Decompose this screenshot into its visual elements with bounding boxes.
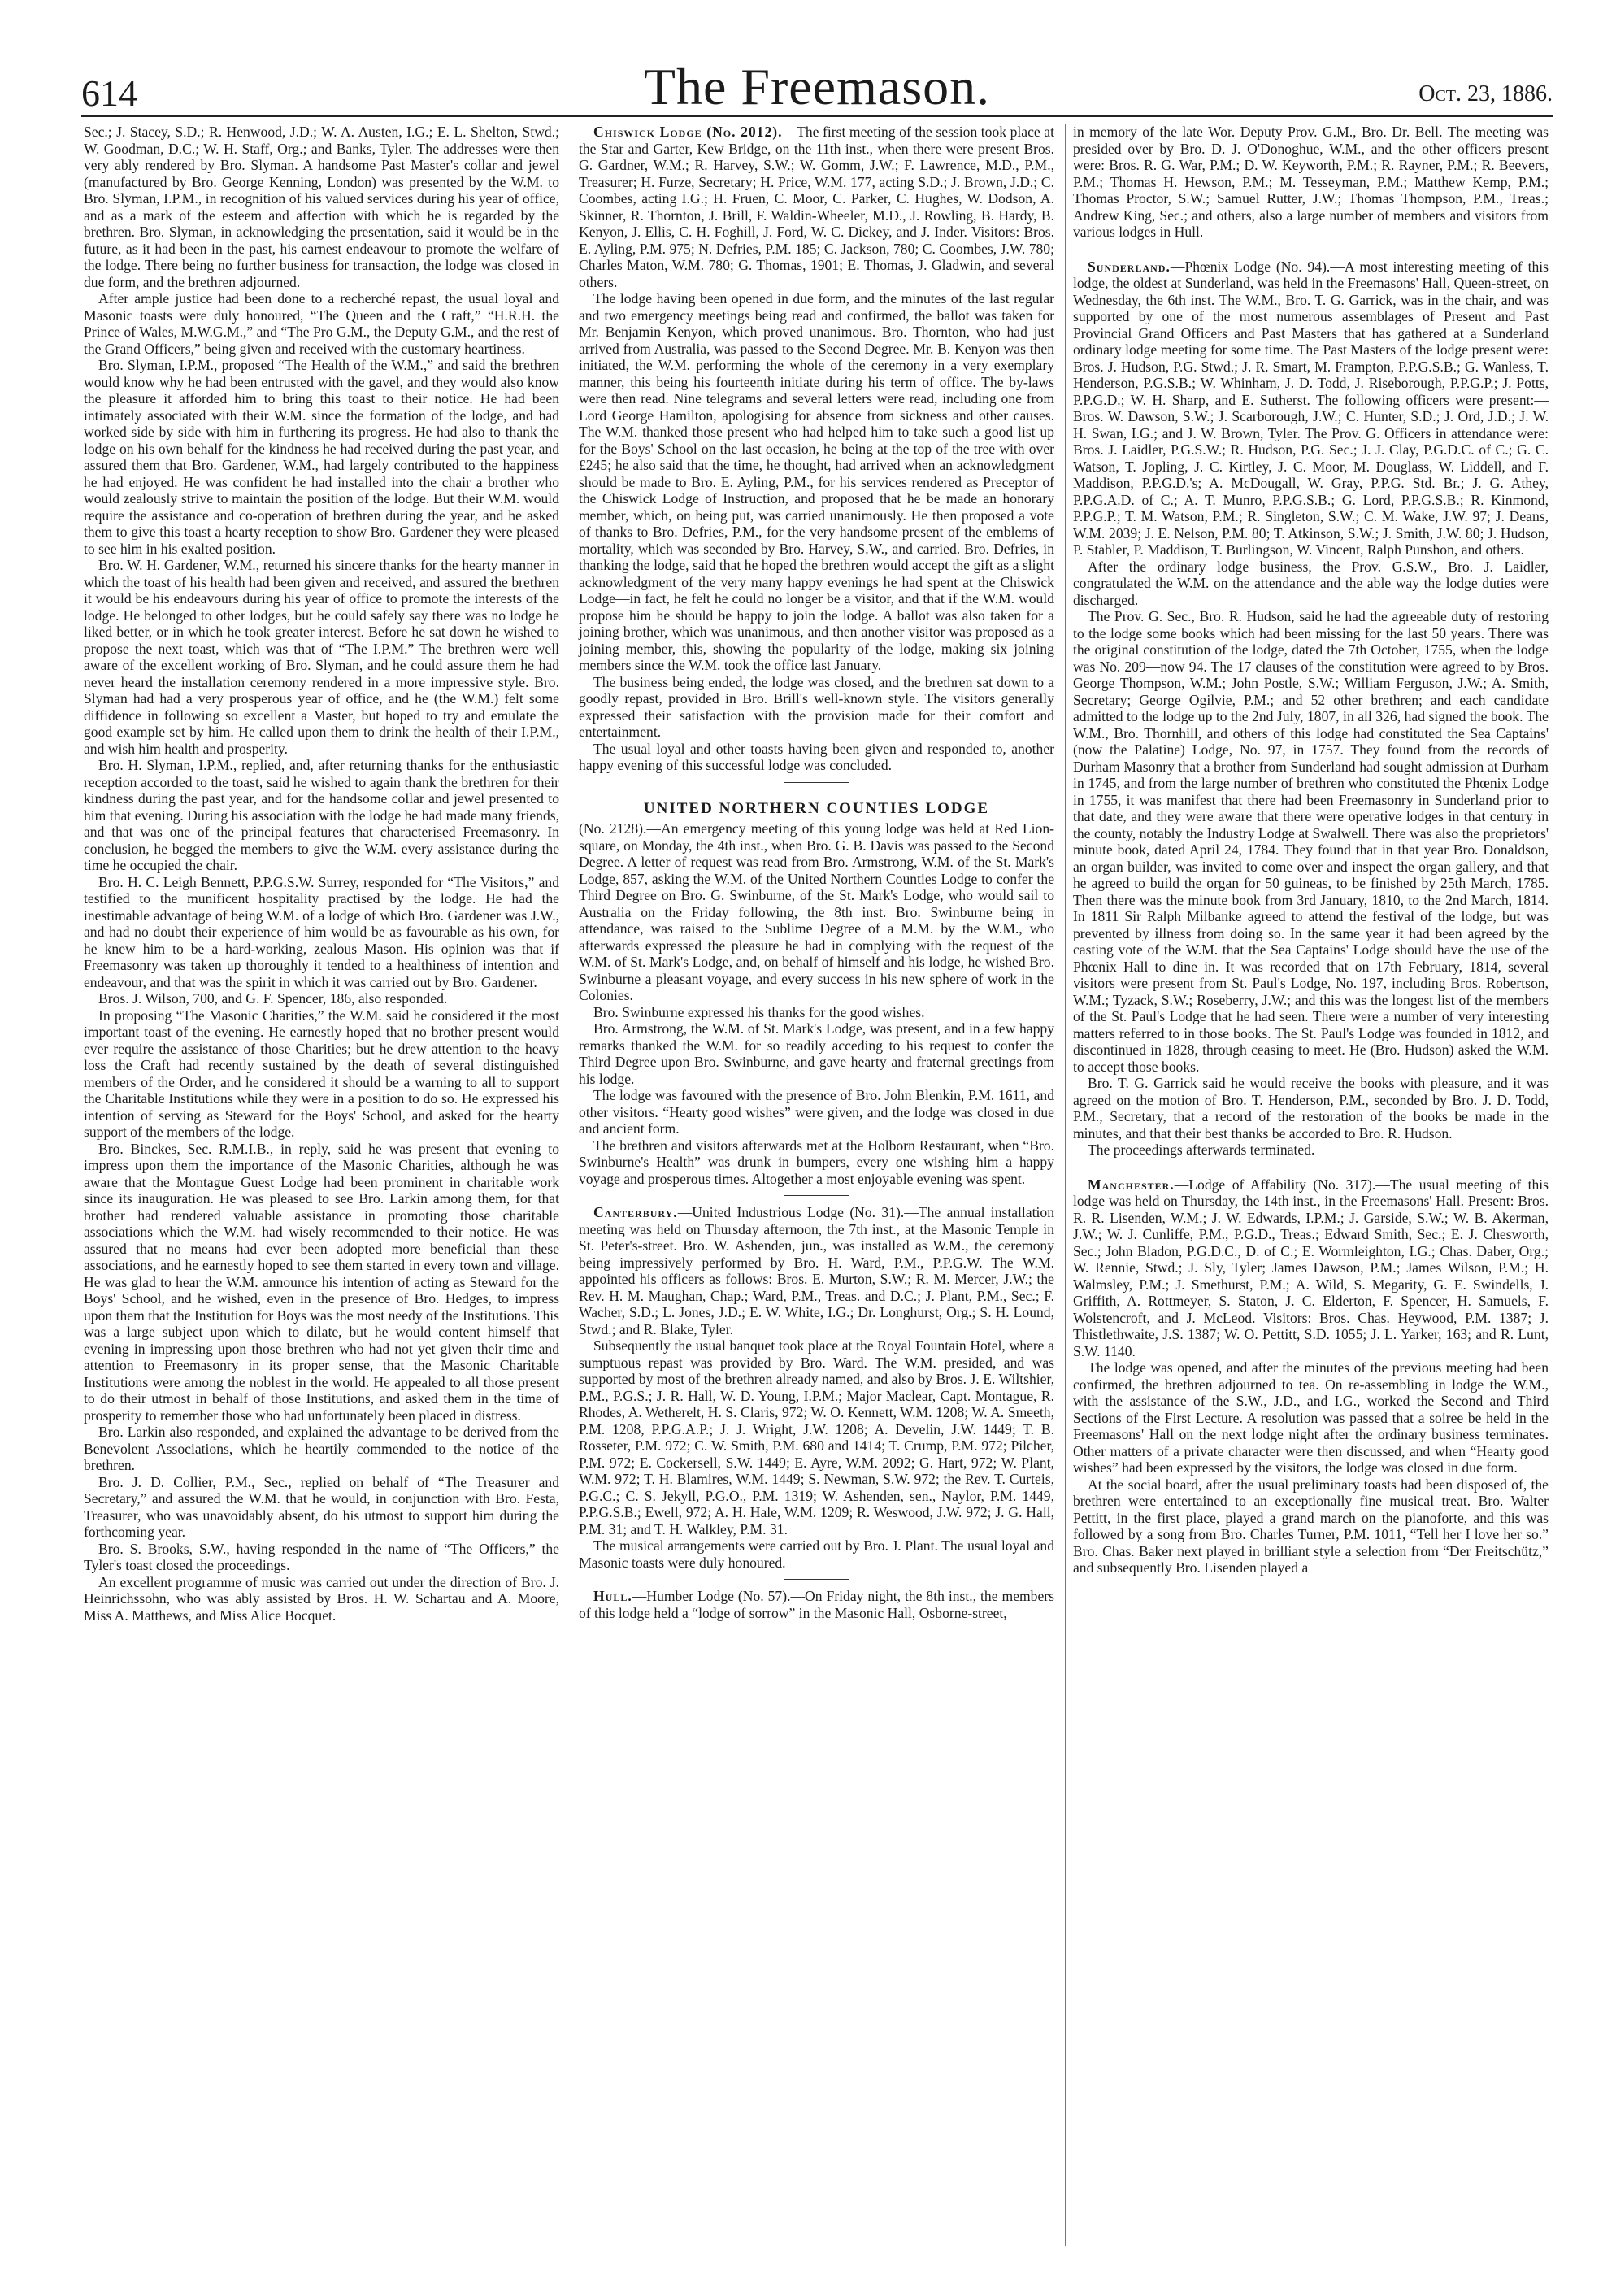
article-heading: Hull. bbox=[593, 1588, 632, 1604]
paragraph: Bro. H. C. Leigh Bennett, P.P.G.S.W. Surrey, responded for “The Visitors,” and testified to the munificent hospitality practised by the lodge. He had the inestimable advantage of being W.M. of a lodge of which Bro. Gardener was J.W., and had no doubt their experience of him would be as favourable as his own, for he knew him to be a hard-working, zealous Mason. His opinion was that if Freemasonry was taken up thoroughly it tended to a healthiness of intention and endeavour, and that was the spirit in which it was carried out by Bro. Gardener. bbox=[84, 873, 559, 990]
paragraph: In proposing “The Masonic Charities,” the W.M. said he considered it the most important toast of the evening. He earnestly hoped that no brother present would ever require the assistance of those Charities; but he drew attention to the heavy loss the Craft had recently sustained by the death of several distinguished members of the Order, and he considered it should be a warning to all to support the Charitable Institutions while they were in a position to do so. He expressed his intention of serving as Steward for the Boys' School, and asked for the hearty support of the members of the lodge. bbox=[84, 1007, 559, 1140]
paragraph: Sec.; J. Stacey, S.D.; R. Henwood, J.D.; W. A. Austen, I.G.; E. L. Shelton, Stwd.; W. Goodman, D.C.; W. H. Staff, Org.; and Banks, Tyler. The addresses were then very ably rendered by Bro. Slyman. A handsome Past Master's collar and jewel (manufactured by Bro. George Kenning, London) was presented by the W.M. to Bro. Slyman, I.P.M., in recognition of his valued services during his year of office, and as a mark of the esteem and affection with which he is regarded by the brethren. Bro. Slyman, in acknowledging the presentation, said it would be in the future, as it had been in the past, his earnest endeavour to promote the welfare of the lodge. There being no further business for transaction, the lodge was closed in due form, and the brethren adjourned. bbox=[84, 124, 559, 290]
paragraph: The brethren and visitors afterwards met at the Holborn Restaurant, when “Bro. Swinburne's Health” was drunk in bumpers, every one wishing him a happy voyage and prosperous times. Altogether a most enjoyable evening was spent. bbox=[579, 1137, 1054, 1187]
article-heading: Chiswick Lodge (No. 2012). bbox=[593, 124, 783, 140]
paragraph: The musical arrangements were carried out by Bro. J. Plant. The usual loyal and Masonic toasts were duly honoured. bbox=[579, 1537, 1054, 1571]
paragraph: After the ordinary lodge business, the Prov. G.S.W., Bro. J. Laidler, congratulated the W.M. on the attendance and the able way the lodge duties were discharged. bbox=[1073, 558, 1549, 608]
column-1 bbox=[84, 124, 559, 1624]
paragraph: Subsequently the usual banquet took place at the Royal Fountain Hotel, where a sumptuous repast was provided by Bro. Ward. The W.M. presided, and was supported by most of the brethren already named, and also by Bros. J. E. Wiltshier, P.M., P.G.S.; J. R. Hall, W. D. Young, I.P.M.; Major Maclear, Capt. Montague, R. Rhodes, A. Wetherelt, H. S. Claris, 972; W. O. Kennett, W.M. 1208; W. A. Smeeth, P.M. 1208, P.P.G.A.P.; J. J. Wright, J.W. 1208; A. Develin, J.W. 1449; T. B. Rosseter, P.M. 972; C. W. Smith, P.M. 680 and 1414; T. Crump, P.M. 972; Pilcher, P.M. 972; E. Cockersell, S.W. 1449; E. Ayre, W.M. 2092; G. Hart, 972; W. Plant, W.M. 972; T. H. Blamires, W.M. 1449; S. Newman, S.W. 972; the Rev. T. Curteis, P.G.C.; C. S. Jekyll, P.G.O., P.M. 1319; W. Ashenden, sen., Naylor, P.M. 1449, P.P.G.S.B.; Ewell, 972; A. H. Hale, W.M. 1209; R. Weswood, J.W. 972; J. G. Hall, P.M. 31; and T. H. Walkley, P.M. 31. bbox=[579, 1337, 1054, 1537]
paragraph: Bro. J. D. Collier, P.M., Sec., replied on behalf of “The Treasurer and Secretary,” and assured the W.M. that he would, in conjunction with Bro. Festa, Treasurer, who was unavoidably absent, do his utmost to support him during the forthcoming year. bbox=[84, 1473, 559, 1540]
paragraph: in memory of the late Wor. Deputy Prov. G.M., Bro. Dr. Bell. The meeting was presided over by Bro. D. J. O'Donoghue, W.M., and the other officers present were: Bros. R. G. War, P.M.; D. W. Keyworth, P.M.; R. Rayner, P.M.; R. Beevers, P.M.; Thomas H. Hewson, P.M.; M. Tesseyman, P.M.; Matthew Kemp, P.M.; Thomas Proctor, S.W.; Samuel Rutter, J.W.; Thomas Thompson, P.M., Treas.; Andrew King, Sec.; and others, also a large number of members and visitors from various lodges in Hull. bbox=[1073, 124, 1549, 240]
article-hull bbox=[579, 1588, 1054, 1621]
paragraph: Bro. Armstrong, the W.M. of St. Mark's Lodge, was present, and in a few happy remarks thanked the W.M. for so readily acceding to his request to confer the Third Degree upon Bro. Swinburne, and gave hearty and fraternal greetings from his lodge. bbox=[579, 1020, 1054, 1087]
paragraph: An excellent programme of music was carried out under the direction of Bro. J. Heinrichssohn, who was ably assisted by Bros. H. W. Schartau and A. Moore, Miss A. Matthews, and Miss Alice Bocquet. bbox=[84, 1573, 559, 1624]
paragraph: After ample justice had been done to a recherché repast, the usual loyal and Masonic toasts were duly honoured, “The Queen and the Craft,” “H.R.H. the Prince of Wales, M.W.G.M.,” and “The Pro G.M., the Deputy G.M., and the rest of the Grand Officers,” being given and received with the customary heartiness. bbox=[84, 290, 559, 357]
article-manchester bbox=[1073, 1176, 1549, 1576]
separator-rule bbox=[784, 1195, 849, 1196]
separator-rule bbox=[784, 1579, 849, 1580]
paragraph: The Prov. G. Sec., Bro. R. Hudson, said he had the agreeable duty of restoring to the lodge some books which had been missing for the last 50 years. There was the original constitution of the lodge, dated the 7th October, 1755, when the lodge was No. 209—now 94. The 17 clauses of the constitution were agreed to by Bros. George Thompson, W.M.; John Postle, S.W.; William Ferguson, J.W.; A. Smith, Secretary; George Ogilvie, P.M.; and 52 other brethren; and each candidate admitted to the lodge up to the 2nd July, 1807, in all 326, had signed the book. The W.M., Bro. Thornhill, and others of this lodge had constituted the Sea Captains' (now the Palatine) Lodge, No. 97, in 1757. They found from the records of Durham Masonry that a brother from Sunderland had sought admission at Durham in 1745, and from the large number of brethren who constituted the Phœnix Lodge in 1755, it was manifest that there had been Freemasonry in Sunderland prior to that date, and they were aware that there were operative lodges in that century in the county, notably the Industry Lodge at Swalwell. There was also the proprietors' minute book, dated April 24, 1784. They found that in that year Bro. Donaldson, an organ builder, was invited to come over and inspect the organ gallery, and that he agreed to build the organ for 50 guineas, to be finished by 25th March, 1785. Then there was the minute book from 3rd January, 1810, to the 2nd March, 1814. In 1811 Sir Ralph Milbanke agreed to attend the festival of the lodge, but was prevented by illness from doing so. In the same year it had been agreed by the casting vote of the W.M. that the Sea Captains' Lodge should have the use of the Phœnix Hall to dine in. It was recorded that on 17th February, 1814, several visitors were present from St. Paul's Lodge, No. 197, including Bros. Robertson, W.M.; Tyzack, S.W.; Roseberry, J.W.; and this was the longest list of the members of the St. Paul's Lodge that he had seen. There were a number of very interesting matters referred to in those books. The St. Paul's Lodge was founded in 1812, and discontinued in 1828, through ceasing to meet. He (Bro. Hudson) asked the W.M. to accept those books. bbox=[1073, 608, 1549, 1075]
paragraph: The lodge was favoured with the presence of Bro. John Blenkin, P.M. 1611, and other visitors. “Hearty good wishes” were given, and the lodge was closed in due and ancient form. bbox=[579, 1087, 1054, 1137]
separator-rule bbox=[784, 782, 849, 783]
article-united-northern-counties bbox=[579, 801, 1054, 1188]
article-sunderland bbox=[1073, 259, 1549, 1159]
article-heading: UNITED NORTHERN COUNTIES LODGE bbox=[643, 799, 990, 817]
paragraph: Bro. Binckes, Sec. R.M.I.B., in reply, said he was present that evening to impress upon them the importance of the Masonic Charities, although he was aware that the Montague Guest Lodge had been prominent in charitable work since its inauguration. He was pleased to see Bro. Larkin among them, for that brother had rendered valuable assistance in promoting those charitable associations which the W.M. had wisely recommended to their notice. He was assured that no means had ever been adopted more beneficial than these associations, and he earnestly hoped to see them started in every town and village. He was glad to hear the W.M. announce his intention of acting as Steward for the Boys' School, and he wished, even in the presence of Bro. Hedges, to impress upon them that the Institution for Boys was the most needy of the Institutions. This was a large subject upon which to dilate, but he would content himself that evening in impressing upon those brethren who had not yet given their time and attention to Freemasonry in its proper sense, that the Masonic Charitable Institutions were among the noblest in the world. He appealed to all those present to do their utmost in behalf of those Institutions, and asked them in the time of prosperity to remember those who had unfortunately been placed in distress. bbox=[84, 1140, 559, 1424]
paragraph: Bro. T. G. Garrick said he would receive the books with pleasure, and it was agreed on the motion of Bro. T. Henderson, P.M., seconded by Bro. J. D. Todd, P.M., Secretary, that a record of the restoration of the books be made in the minutes, and that their best thanks be accorded to Bro. R. Hudson. bbox=[1073, 1075, 1549, 1141]
article-canterbury bbox=[579, 1204, 1054, 1571]
paragraph: Bro. Swinburne expressed his thanks for the good wishes. bbox=[593, 1003, 925, 1020]
issue-date: Oct. 23, 1886. bbox=[1418, 81, 1553, 107]
paragraph: At the social board, after the usual preliminary toasts had been disposed of, the brethren were entertained to an exceptionally fine musical treat. Bro. Walter Pettitt, in the first place, played a grand march on the pianoforte, and this was followed by a song from Bro. Charles Turner, P.M. 1011, “Tell her I love her so.” Bro. Chas. Baker next played in brilliant style a selection from “Der Freitschütz,” and subsequently Bro. Lisenden played a bbox=[1073, 1476, 1549, 1576]
paragraph: —Lodge of Affability (No. 317).—The usual meeting of this lodge was held on Thursday, the 14th inst., in the Freemasons' Hall. Present: Bros. R. R. Lisenden, W.M.; J. W. Edwards, I.P.M.; J. Garside, S.W.; W. B. Akerman, J.W.; W. J. Cunliffe, P.M., P.G.D., Treas.; Edward Smith, Sec.; E. J. Chesworth, Sec.; John Bladon, P.G.D.C., D. of C.; E. Wormleighton, I.G.; Chas. Daber, Org.; W. Rennie, Stwd.; J. Sly, Tyler; James Dawson, P.M.; James Wilson, P.M.; H. Walmsley, P.M.; J. Smethurst, P.M.; A. Wild, S. Megarity, G. E. Swindells, J. Griffith, A. Rottmeyer, S. Staton, J. C. Elderton, F. Spencer, H. Samuels, F. Wolstencroft, and J. McLeod. Visitors: Bros. Chas. Heywood, P.M. 1387; J. Thistlethwaite, J.S. 1387; W. O. Pettitt, S.D. 1055; J. L. Yarker, 163; and R. Lunt, S.W. 1140. bbox=[1073, 1176, 1549, 1359]
paragraph: The usual loyal and other toasts having been given and responded to, another happy evening of this successful lodge was concluded. bbox=[579, 740, 1054, 773]
paragraph: Bro. W. H. Gardener, W.M., returned his sincere thanks for the hearty manner in which the toast of his health had been given and received, and assured the brethren it would be his endeavours during his year of office to promote the interests of the lodge. He belonged to other lodges, but he could safely say there was no lodge he liked better, or in which he took greater interest. Before he sat down he wished to propose the next toast, which was that of “The I.P.M.” The brethren were well aware of the excellent working of Bro. Slyman, and he could assure them he had never heard the installation ceremony rendered in a more impressive style. Bro. Slyman had had a very prosperous year of office, and he (the W.M.) felt some diffidence in following so excellent a Master, but hoped to try and emulate the good example set by him. He called upon them to drink the health of their I.P.M., and wish him health and prosperity. bbox=[84, 557, 559, 757]
column-divider bbox=[1065, 124, 1066, 2246]
paragraph: Bro. Larkin also responded, and explained the advantage to be derived from the Benevolent Associations, which he heartily commended to the notice of the brethren. bbox=[84, 1424, 559, 1473]
paragraph: Bros. J. Wilson, 700, and G. F. Spencer, 186, also responded. bbox=[98, 990, 448, 1007]
paragraph: (No. 2128).—An emergency meeting of this young lodge was held at Red Lion-square, on Monday, the 4th inst., when Bro. G. B. Davis was passed to the Second Degree. A letter of request was read from Bro. Armstrong, W.M. of the St. Mark's Lodge, 857, asking the W.M. of the United Northern Counties Lodge to confer the Third Degree on Bro. G. Swinburne, of the St. Mark's Lodge, who would sail to Australia on the Friday following, the 8th inst. Bro. Swinburne being in attendance, was raised to the Sublime Degree of a M.M. by the W.M., who afterwards expressed the pleasure he had in complying with the request of the W.M. of St. Mark's Lodge, and, on behalf of himself and his lodge, he wished Bro. Swinburne a pleasant voyage, and every success in his new sphere of work in the Colonies. bbox=[579, 820, 1054, 1003]
paragraph: —Phœnix Lodge (No. 94).—A most interesting meeting of this lodge, the oldest at Sunderland, was held in the Freemasons' Hall, Queen-street, on Wednesday, the 6th inst. The W.M., Bro. T. G. Garrick, was in the chair, and was supported by one of the most numerous assemblages of Present and Past Provincial Grand Officers and Past Masters that has gathered at a Sunderland ordinary lodge meeting for some time. The Past Masters of the lodge present were: Bros. J. Hudson, P.G. Stwd.; J. R. Smart, M. Frampton, P.P.G.S.B.; G. Wanless, T. Henderson, P.G.S.B.; W. Whinham, J. D. Todd, J. Riseborough, P.P.G.P.; J. Potts, P.P.G.D.; W. H. Sharp, and E. Sutherst. The following officers were present:—Bros. W. Dawson, S.W.; J. Scarborough, J.W.; C. Hunter, S.D.; J. Ord, J.D.; J. W. H. Swan, I.G.; and J. W. Brown, Tyler. The Prov. G. Officers in attendance were: Bros. J. Laidler, P.G.S.W.; R. Hudson, P.G. Sec.; J. J. Clay, P.G.D.C. of C.; G. C. Watson, T. Jopling, J. C. Kirtley, J. C. Moor, M. Douglass, W. Liddell, and F. Maddison, P.P.G.D.'s; A. McDougall, W. Gray, P.P.G. Std. Br.; J. G. Athey, P.P.G.A.D. of C.; A. T. Munro, P.P.G.S.B.; G. Lord, P.P.G.S.B.; R. Kinmond, P.P.G.P.; T. M. Watson, P.M.; R. Singleton, S.W.; C. M. Wake, J.W. 97; J. Deans, W.M. 2039; J. E. Nelson, P.M. 80; T. Atkinson, S.W.; J. Smith, J.W. 80; J. Hudson, P. Stabler, P. Maddison, T. Burlingson, W. Vincent, Ralph Punshon, and others. bbox=[1073, 258, 1549, 558]
column-3 bbox=[1073, 124, 1549, 1576]
masthead bbox=[81, 57, 1553, 117]
paragraph: The lodge having been opened in due form, and the minutes of the last regular and two emergency meetings being read and confirmed, the ballot was taken for Mr. Benjamin Kenyon, which proved unanimous. Bro. Thornton, who had just arrived from Australia, was passed to the Second Degree. Mr. B. Kenyon was then initiated, the W.M. performing the whole of the ceremony in a very exemplary manner, this being his fourteenth initiate during his term of office. The by-laws were then read. Nine telegrams and several letters were read, including one from Lord George Hamilton, apologising for absence from sickness and other causes. The W.M. thanked those present who had helped him to take such a good list up for the Boys' School on the last occasion, he being at the top of the tree with over £245; he also said that the time, he thought, had arrived when an acknowledgment should be made to Bro. E. Ayling, P.M., for his services rendered as Preceptor of the Chiswick Lodge of Instruction, and proposed that he be made an honorary member, which, on being put, was carried unanimously. He then proposed a vote of thanks to Bro. Defries, P.M., for the very handsome present of the emblems of mortality, which was seconded by Bro. Harvey, S.W., and carried. Bro. Defries, in thanking the lodge, said that he hoped the brethren would accept the gift as a slight acknowledgment of the very many happy evenings he had spent at the Chiswick Lodge—in fact, he felt he could no longer be a visitor, and that if the W.M. would propose him he should be happy to join the lodge. A ballot was also taken for a joining brother, which was unanimous, and then another visitor was proposed as a joining member, this, showing the popularity of the lodge, making six joining members since the W.M. took the office last January. bbox=[579, 290, 1054, 673]
paragraph: Bro. S. Brooks, S.W., having responded in the name of “The Officers,” the Tyler's toast closed the proceedings. bbox=[84, 1540, 559, 1573]
paragraph: —United Industrious Lodge (No. 31).—The annual installation meeting was held on Thursday afternoon, the 7th inst., at the Masonic Temple in St. Peter's-street. Bro. W. Ashenden, jun., was installed as W.M., the ceremony being impressively performed by Bro. H. Ward, P.M., P.P.G.W. The W.M. appointed his officers as follows: Bros. E. Murton, S.W.; R. M. Mercer, J.W.; the Rev. H. M. Maughan, Chap.; Ward, P.M., Treas. and D.C.; J. Plant, P.M., Sec.; F. Wacher, S.D.; L. Jones, J.D.; E. W. White, I.G.; Dr. Longhurst, Org.; S. H. Lound, Stwd.; and R. Blake, Tyler. bbox=[579, 1204, 1054, 1337]
column-2 bbox=[579, 124, 1054, 1621]
paragraph: The business being ended, the lodge was closed, and the brethren sat down to a goodly repast, provided in Bro. Brill's well-known style. The visitors generally expressed their satisfaction with the provision made for their comfort and entertainment. bbox=[579, 673, 1054, 740]
paragraph: The proceedings afterwards terminated. bbox=[1088, 1141, 1315, 1158]
article-heading: Canterbury. bbox=[593, 1204, 678, 1220]
paragraph: —Humber Lodge (No. 57).—On Friday night, the 8th inst., the members of this lodge held a “lodge of sorrow” in the Masonic Hall, Osborne-street, bbox=[579, 1588, 1054, 1621]
article-heading: Manchester. bbox=[1088, 1176, 1175, 1193]
paragraph: Bro. Slyman, I.P.M., proposed “The Health of the W.M.,” and said the brethren would know why he had been entrusted with the gavel, and they would also know the pleasure it afforded him to bring this toast to their notice. He had been intimately associated with their W.M. since the formation of the lodge, and had worked side by side with him in furthering its progress. He had also to thank the lodge on his own behalf for the kindness he had received during the past year, and assured them that Bro. Gardener, W.M., had largely contributed to the happiness he had enjoyed. He was confident he had installed into the chair a brother who would zealously strive to maintain the position of the lodge. But their W.M. would require the assistance and co-operation of brethren during the year, and he asked them to give this toast a hearty reception to show Bro. Gardener they were pleased to see him in his exalted position. bbox=[84, 357, 559, 557]
newspaper-title: The Freemason. bbox=[643, 58, 991, 115]
article-heading: Sunderland. bbox=[1088, 258, 1171, 275]
paragraph: —The first meeting of the session took place at the Star and Garter, Kew Bridge, on the 11th inst., when there were present Bros. G. Gardner, W.M.; R. Harvey, S.W.; W. Gomm, J.W.; F. Lawrence, M.D., P.M., Treasurer; H. Furze, Secretary; H. Price, W.M. 177, acting S.D.; J. Brown, J.D.; C. Coombes, acting I.G.; H. Fruen, C. Moor, C. Parker, C. Hughes, W. Dodson, A. Skinner, R. Thornton, J. Brill, F. Waldin-Wheeler, M.D., J. Rowling, B. Hardy, B. Kenyon, J. Ellis, C. H. Foghill, J. Ford, W. C. Dickey, and J. Inder. Visitors: Bros. E. Ayling, P.M. 975; N. Defries, P.M. 185; C. Jackson, 780; C. Coombes, J.W. 780; Charles Maton, W.M. 780; G. Thomas, 1901; E. Thomas, J. Gladwin, and several others. bbox=[579, 124, 1054, 290]
paragraph: Bro. H. Slyman, I.P.M., replied, and, after returning thanks for the enthusiastic reception accorded to the toast, said he wished to again thank the brethren for their kindness during the past year, and for the handsome collar and jewel presented to him that evening. During his association with the lodge he had made many friends, and that was one of the principal features that characterised Freemasonry. In conclusion, he begged the members to give the W.M. every assistance during the time he occupied the chair. bbox=[84, 757, 559, 873]
paragraph: The lodge was opened, and after the minutes of the previous meeting had been confirmed, the brethren adjourned to tea. On re-assembling in lodge the W.M., with the assistance of the S.W., J.D., and I.G., worked the Second and Third Sections of the First Lecture. A resolution was passed that a soiree be held in the Freemasons' Hall on the next lodge night after the ordinary business terminates. Other matters of a private character were then discussed, and when “Hearty good wishes” had been expressed by the visitors, the lodge was closed in due form. bbox=[1073, 1359, 1549, 1476]
article-chiswick-lodge bbox=[579, 124, 1054, 774]
page-number: 614 bbox=[81, 72, 137, 114]
